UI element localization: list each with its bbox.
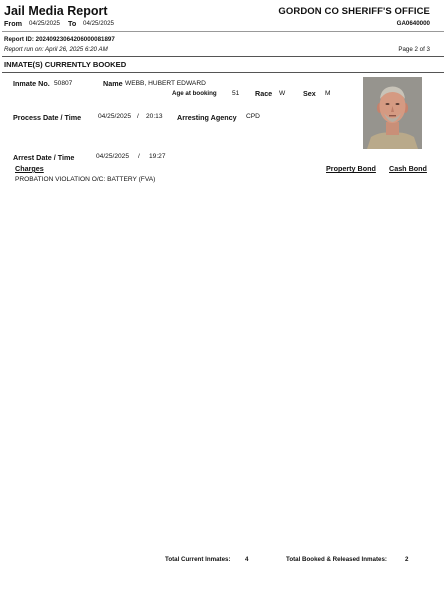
agency-name: GORDON CO SHERIFF'S OFFICE [278,6,430,17]
arresting-agency-label: Arresting Agency [177,113,237,122]
cash-bond-header: Cash Bond [389,164,427,173]
process-separator: / [137,113,139,120]
inmate-no-label: Inmate No. [13,79,50,88]
race-label: Race [255,89,273,98]
to-date: 04/25/2025 [83,20,114,27]
inmate-no: 50807 [54,80,73,87]
report-run-on: Report run on: April 26, 2025 6:20 AM [4,46,108,53]
sex-label: Sex [303,89,316,98]
section-bottom-rule [2,72,444,73]
race-value: W [279,90,286,97]
arrest-separator: / [138,153,140,160]
from-label: From [4,19,22,28]
total-booked-label: Total Booked & Released Inmates: [286,556,387,563]
arresting-agency-value: CPD [246,113,260,120]
report-title: Jail Media Report [4,4,108,18]
charge-item: PROBATION VIOLATION O/C: BATTERY (FVA) [15,176,156,183]
section-top-rule [2,56,444,57]
arrest-date: 04/25/2025 [96,153,130,160]
total-current-label: Total Current Inmates: [165,556,231,563]
arrest-label: Arrest Date / Time [13,153,75,162]
mugshot-image [363,77,422,149]
name-label: Name [103,79,123,88]
from-date: 04/25/2025 [29,20,60,27]
inmate-name: WEBB, HUBERT EDWARD [125,80,206,87]
section-title: INMATE(S) CURRENTLY BOOKED [4,60,127,69]
report-id: Report ID: 20240923064206000081897 [4,36,115,43]
process-label: Process Date / Time [13,113,82,122]
property-bond-header: Property Bond [326,164,376,173]
arrest-time: 19:27 [149,153,166,160]
inmate-photo [363,77,422,149]
sex-value: M [325,90,331,97]
age-label: Age at booking [172,90,217,97]
to-label: To [68,19,77,28]
process-date: 04/25/2025 [98,113,132,120]
header-divider [2,31,444,32]
age-value: 51 [232,90,240,97]
total-current-value: 4 [245,556,249,563]
total-booked-value: 2 [405,556,409,563]
process-time: 20:13 [146,113,163,120]
charges-header: Charges [15,164,44,173]
page-number: Page 2 of 3 [398,46,430,53]
agency-code: GA0640000 [396,20,430,27]
